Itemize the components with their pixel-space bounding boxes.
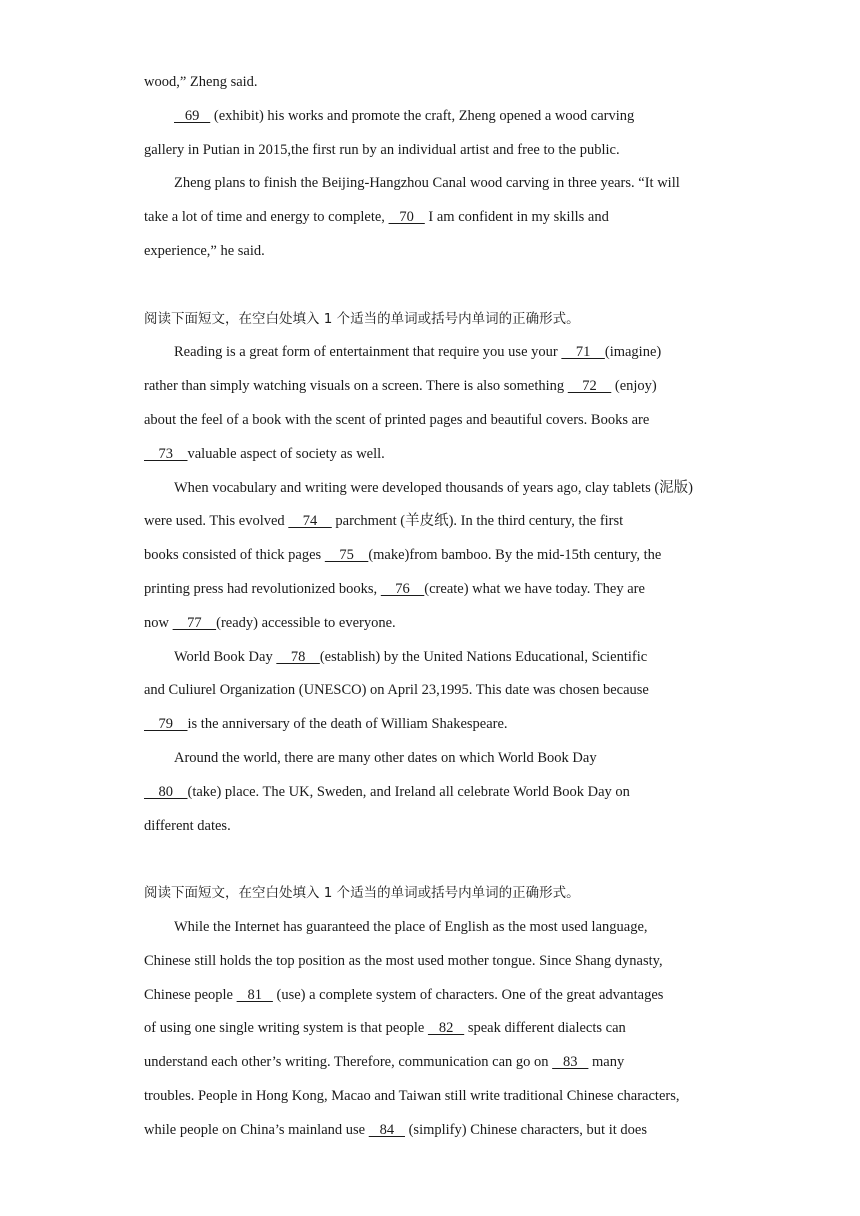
text-line <box>144 573 724 607</box>
text-segment: while people on China’s mainland use <box>144 1121 369 1138</box>
text-segment: troubles. People in Hong Kong, Macao and Taiwan still write traditional Chinese characters, <box>144 1087 680 1104</box>
text-segment: When vocabulary and writing were developed thousands of years ago, clay tablets (泥版) <box>174 479 694 496</box>
text-segment: (imagine) <box>604 344 662 361</box>
text-segment: (use) a complete system of characters. One of the great advantages <box>272 986 664 1003</box>
text-segment: is the anniversary of the death of William Shakespeare. <box>187 716 508 733</box>
answer-blank: 73 <box>144 445 188 462</box>
text-segment: I am confident in my skills and <box>424 209 609 226</box>
answer-blank: 84 <box>368 1121 405 1138</box>
text-segment: Reading is a great form of entertainment that require you use your <box>174 344 562 361</box>
text-segment: Around the world, there are many other dates on which World Book Day <box>174 749 597 766</box>
text-segment: of using one single writing system is that people <box>144 1020 428 1037</box>
text-line <box>144 810 724 844</box>
text-line <box>144 201 724 235</box>
answer-blank: 72 <box>567 378 612 395</box>
text-segment: different dates. <box>144 817 231 834</box>
text-line <box>144 336 724 370</box>
text-segment: valuable aspect of society as well. <box>187 445 385 462</box>
text-line <box>144 235 724 269</box>
text-line <box>144 979 724 1013</box>
text-line <box>144 505 724 539</box>
text-line <box>144 404 724 438</box>
answer-blank: 71 <box>561 344 605 361</box>
text-segment: (simplify) Chinese characters, but it does <box>404 1121 647 1138</box>
text-line <box>144 776 724 810</box>
instruction-heading: 阅读下面短文，在空白处填入 1 个适当的单词或括号内单词的正确形式。 <box>144 310 580 327</box>
text-segment: (take) place. The UK, Sweden, and Ireland all celebrate World Book Day on <box>187 783 630 800</box>
answer-blank: 70 <box>388 209 425 226</box>
text-segment: take a lot of time and energy to complete, <box>144 209 389 226</box>
text-segment: Chinese people <box>144 986 237 1003</box>
text-segment: While the Internet has guaranteed the place of English as the most used language, <box>174 918 648 935</box>
text-segment: (establish) by the United Nations Educational, Scientific <box>319 648 648 665</box>
text-line <box>144 945 724 979</box>
text-line <box>144 1080 724 1114</box>
answer-blank: 78 <box>276 648 320 665</box>
text-segment: understand each other’s writing. Therefore, communication can go on <box>144 1054 553 1071</box>
text-segment: Zheng plans to finish the Beijing-Hangzhou Canal wood carving in three years. “It will <box>174 175 680 192</box>
text-line <box>144 1046 724 1080</box>
text-segment: books consisted of thick pages <box>144 547 325 564</box>
text-line <box>144 370 724 404</box>
text-line <box>144 641 724 675</box>
instruction-heading: 阅读下面短文，在空白处填入 1 个适当的单词或括号内单词的正确形式。 <box>144 885 580 902</box>
answer-blank: 82 <box>427 1020 465 1037</box>
text-segment: now <box>144 614 173 631</box>
answer-blank: 75 <box>324 547 369 564</box>
text-segment: (make)from bamboo. By the mid-15th century, the <box>368 547 662 564</box>
text-line <box>144 1012 724 1046</box>
answer-blank: 69 <box>174 107 211 124</box>
text-segment: were used. This evolved <box>144 513 289 530</box>
answer-blank: 81 <box>236 986 273 1003</box>
text-segment: printing press had revolutionized books, <box>144 580 381 597</box>
answer-blank: 76 <box>380 580 425 597</box>
text-line <box>144 674 724 708</box>
text-segment: gallery in Putian in 2015,the first run by an individual artist and free to the public. <box>144 141 620 158</box>
passage-chinese-characters <box>144 911 724 1148</box>
text-line <box>144 911 724 945</box>
text-segment: Chinese still holds the top position as the most used mother tongue. Since Shang dynasty, <box>144 952 663 969</box>
answer-blank: 79 <box>144 716 188 733</box>
text-segment: and Culiurel Organization (UNESCO) on April 23,1995. This date was chosen because <box>144 682 649 699</box>
text-line <box>144 134 724 168</box>
text-segment: speak different dialects can <box>464 1020 626 1037</box>
text-line <box>144 438 724 472</box>
text-segment: rather than simply watching visuals on a screen. There is also something <box>144 378 568 395</box>
passage-wood-carving <box>144 66 724 269</box>
text-line <box>144 167 724 201</box>
text-line <box>144 100 724 134</box>
text-segment: wood,” Zheng said. <box>144 74 258 90</box>
section-gap <box>144 269 724 303</box>
text-segment: about the feel of a book with the scent of printed pages and beautiful covers. Books are <box>144 411 650 428</box>
answer-blank: 83 <box>552 1054 589 1071</box>
text-line <box>144 66 724 100</box>
passage-world-book-day <box>144 336 724 843</box>
answer-blank: 77 <box>172 614 217 631</box>
answer-blank: 80 <box>144 783 188 800</box>
text-line <box>144 539 724 573</box>
text-segment: parchment (羊皮纸). In the third century, the first <box>331 513 624 530</box>
text-segment: (ready) accessible to everyone. <box>216 614 396 631</box>
section-gap <box>144 843 724 877</box>
text-line <box>144 1114 724 1148</box>
text-segment: many <box>588 1054 625 1071</box>
text-segment: experience,” he said. <box>144 242 265 259</box>
text-line <box>144 607 724 641</box>
text-segment: World Book Day <box>174 648 277 665</box>
text-segment: (enjoy) <box>611 378 657 395</box>
text-segment: (exhibit) his works and promote the craft, Zheng opened a wood carving <box>210 107 635 124</box>
text-segment: (create) what we have today. They are <box>424 580 645 597</box>
text-line <box>144 472 724 506</box>
text-line <box>144 742 724 776</box>
text-line <box>144 708 724 742</box>
answer-blank: 74 <box>288 513 332 530</box>
page-content <box>144 66 724 1148</box>
